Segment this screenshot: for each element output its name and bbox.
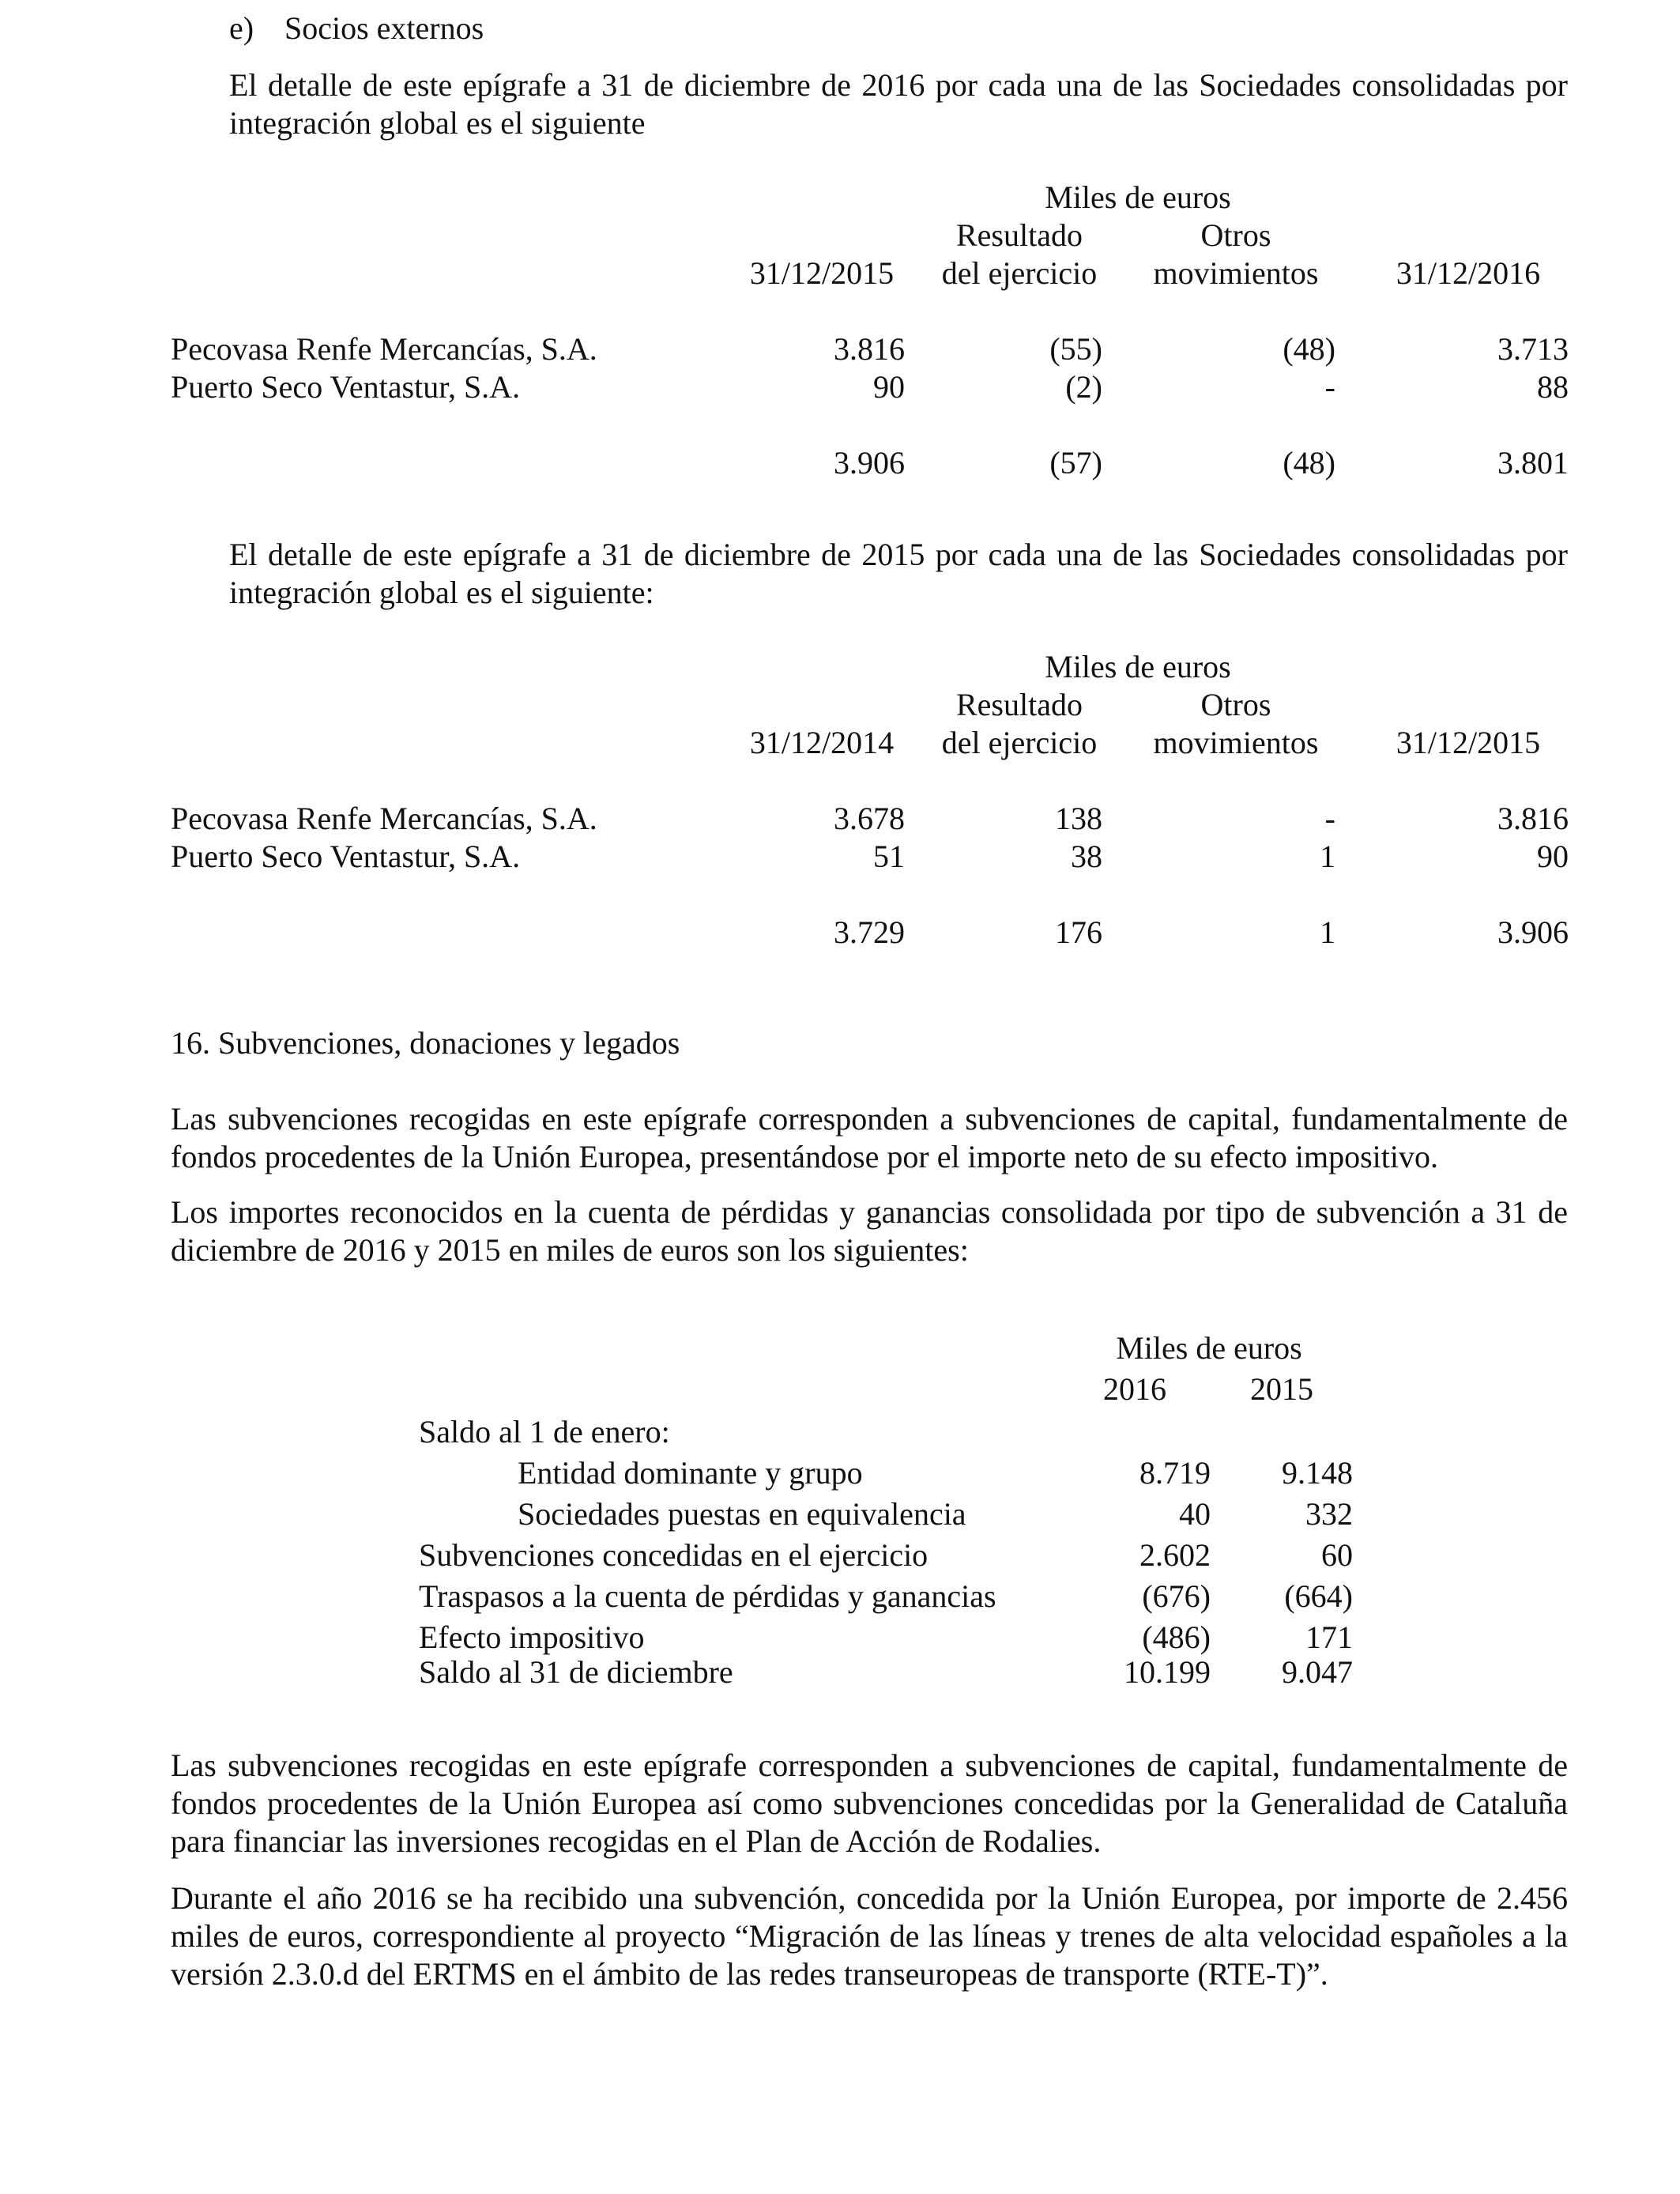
section-16-para-3: Las subvenciones recogidas en este epígrafe corresponden a subvenciones de capital, fundamentalmente de fondos procedentes de la Unión Europea así como subvenciones concedidas por la Generalidad de Cataluña para financiar las inversiones recogidas en el Plan de Acción de Rodalies. (171, 1747, 1568, 1859)
table-total-opening: 3.906 (834, 445, 905, 481)
table-total-closing: 3.801 (1497, 445, 1569, 481)
table-cell-2016: 10.199 (1124, 1654, 1211, 1690)
table-row-label: Subvenciones concedidas en el ejercicio (419, 1537, 929, 1573)
table-cell-2015: (664) (1284, 1578, 1353, 1614)
table-cell-other: - (1324, 801, 1335, 836)
section-e-intro-2016: El detalle de este epígrafe a 31 de diciembre de 2016 por cada una de las Sociedades consolidadas por integración global es el siguiente (229, 67, 1568, 141)
table-cell-opening: 51 (873, 839, 905, 874)
table-total-result: (57) (1049, 445, 1102, 481)
table-cell-closing: 88 (1537, 369, 1569, 405)
table-row-label: Sociedades puestas en equivalencia (518, 1496, 966, 1532)
table-cell-other: 1 (1320, 839, 1335, 874)
col-header-closing: 31/12/2016 (1396, 255, 1541, 291)
section-16-para-4: Durante el año 2016 se ha recibido una subvención, concedida por la Unión Europea, por importe de 2.456 miles de euros, correspondiente al proyecto “Migración de las líneas y trenes de alta velocidad españoles a la versión 2.3.0.d del ERTMS en el ámbito de las redes transeuropeas de transporte (RTE-T)”. (171, 1880, 1568, 1992)
table-cell-opening: 90 (873, 369, 905, 405)
table-total-closing: 3.906 (1497, 914, 1569, 950)
col-header-opening: 31/12/2015 (749, 255, 895, 291)
table-cell-result: 138 (1055, 801, 1102, 836)
section-e-title: Socios externos (284, 10, 484, 46)
table-cell-closing: 3.713 (1497, 331, 1569, 367)
col-header-other-bottom: movimientos (1153, 725, 1319, 760)
table-cell-2016: (676) (1142, 1578, 1211, 1614)
table-cell-other: - (1324, 369, 1335, 405)
section-16-para-2: Los importes reconocidos en la cuenta de pérdidas y ganancias consolidada por tipo de subvención a 31 de diciembre de 2016 y 2015 en miles de euros son los siguientes: (171, 1194, 1568, 1268)
section-16-heading: 16. Subvenciones, donaciones y legados (171, 1025, 680, 1061)
table-row-label: Traspasos a la cuenta de pérdidas y ganancias (419, 1578, 996, 1614)
table-cell-2016: 40 (1179, 1496, 1211, 1532)
col-header-opening: 31/12/2014 (749, 725, 895, 760)
unit-header: Miles de euros (1116, 1330, 1302, 1366)
table-row-label: Entidad dominante y grupo (518, 1455, 863, 1491)
section-16-para-1: Las subvenciones recogidas en este epígrafe corresponden a subvenciones de capital, fundamentalmente de fondos procedentes de la Unión Europea, presentándose por el importe neto de su efecto impositivo. (171, 1101, 1568, 1174)
col-header-other-top: Otros (1200, 687, 1271, 722)
col-header-result-top: Resultado (956, 687, 1083, 722)
closing-balance-label: Saldo al 31 de diciembre (419, 1654, 733, 1690)
table-cell-2015: 9.047 (1282, 1654, 1353, 1690)
table-cell-result: (2) (1065, 369, 1102, 405)
table-row-label: Efecto impositivo (419, 1619, 645, 1655)
col-header-other-bottom: movimientos (1153, 255, 1319, 291)
unit-header: Miles de euros (1045, 649, 1231, 684)
col-header-result-bottom: del ejercicio (941, 725, 1098, 760)
table-cell-closing: 90 (1537, 839, 1569, 874)
table-cell-2016: (486) (1142, 1619, 1211, 1655)
table-cell-2015: 332 (1305, 1496, 1353, 1532)
table-row-company-name: Puerto Seco Ventastur, S.A. (171, 839, 521, 874)
table-cell-result: (55) (1049, 331, 1102, 367)
table-cell-opening: 3.678 (834, 801, 905, 836)
table-cell-2016: 8.719 (1139, 1455, 1211, 1491)
table-total-result: 176 (1055, 914, 1102, 950)
table-cell-2016: 2.602 (1139, 1537, 1211, 1573)
col-header-2016: 2016 (1103, 1371, 1166, 1407)
table-total-other: (48) (1283, 445, 1335, 481)
table-cell-opening: 3.816 (834, 331, 905, 367)
section-e-marker: e) (229, 10, 254, 46)
table-cell-2015: 60 (1321, 1537, 1353, 1573)
table-cell-result: 38 (1071, 839, 1102, 874)
table-total-opening: 3.729 (834, 914, 905, 950)
table-cell-closing: 3.816 (1497, 801, 1569, 836)
col-header-other-top: Otros (1200, 217, 1271, 253)
col-header-result-top: Resultado (956, 217, 1083, 253)
table-cell-2015: 171 (1305, 1619, 1353, 1655)
table-row-company-name: Pecovasa Renfe Mercancías, S.A. (171, 331, 597, 367)
table-row-company-name: Puerto Seco Ventastur, S.A. (171, 369, 521, 405)
col-header-closing: 31/12/2015 (1396, 725, 1541, 760)
unit-header: Miles de euros (1045, 179, 1231, 215)
table-cell-other: (48) (1283, 331, 1335, 367)
opening-balance-label: Saldo al 1 de enero: (419, 1414, 670, 1449)
col-header-2015: 2015 (1250, 1371, 1313, 1407)
section-e-intro-2015: El detalle de este epígrafe a 31 de diciembre de 2015 por cada una de las Sociedades consolidadas por integración global es el siguiente: (229, 537, 1568, 610)
table-total-other: 1 (1320, 914, 1335, 950)
table-row-company-name: Pecovasa Renfe Mercancías, S.A. (171, 801, 597, 836)
table-cell-2015: 9.148 (1282, 1455, 1353, 1491)
col-header-result-bottom: del ejercicio (941, 255, 1098, 291)
